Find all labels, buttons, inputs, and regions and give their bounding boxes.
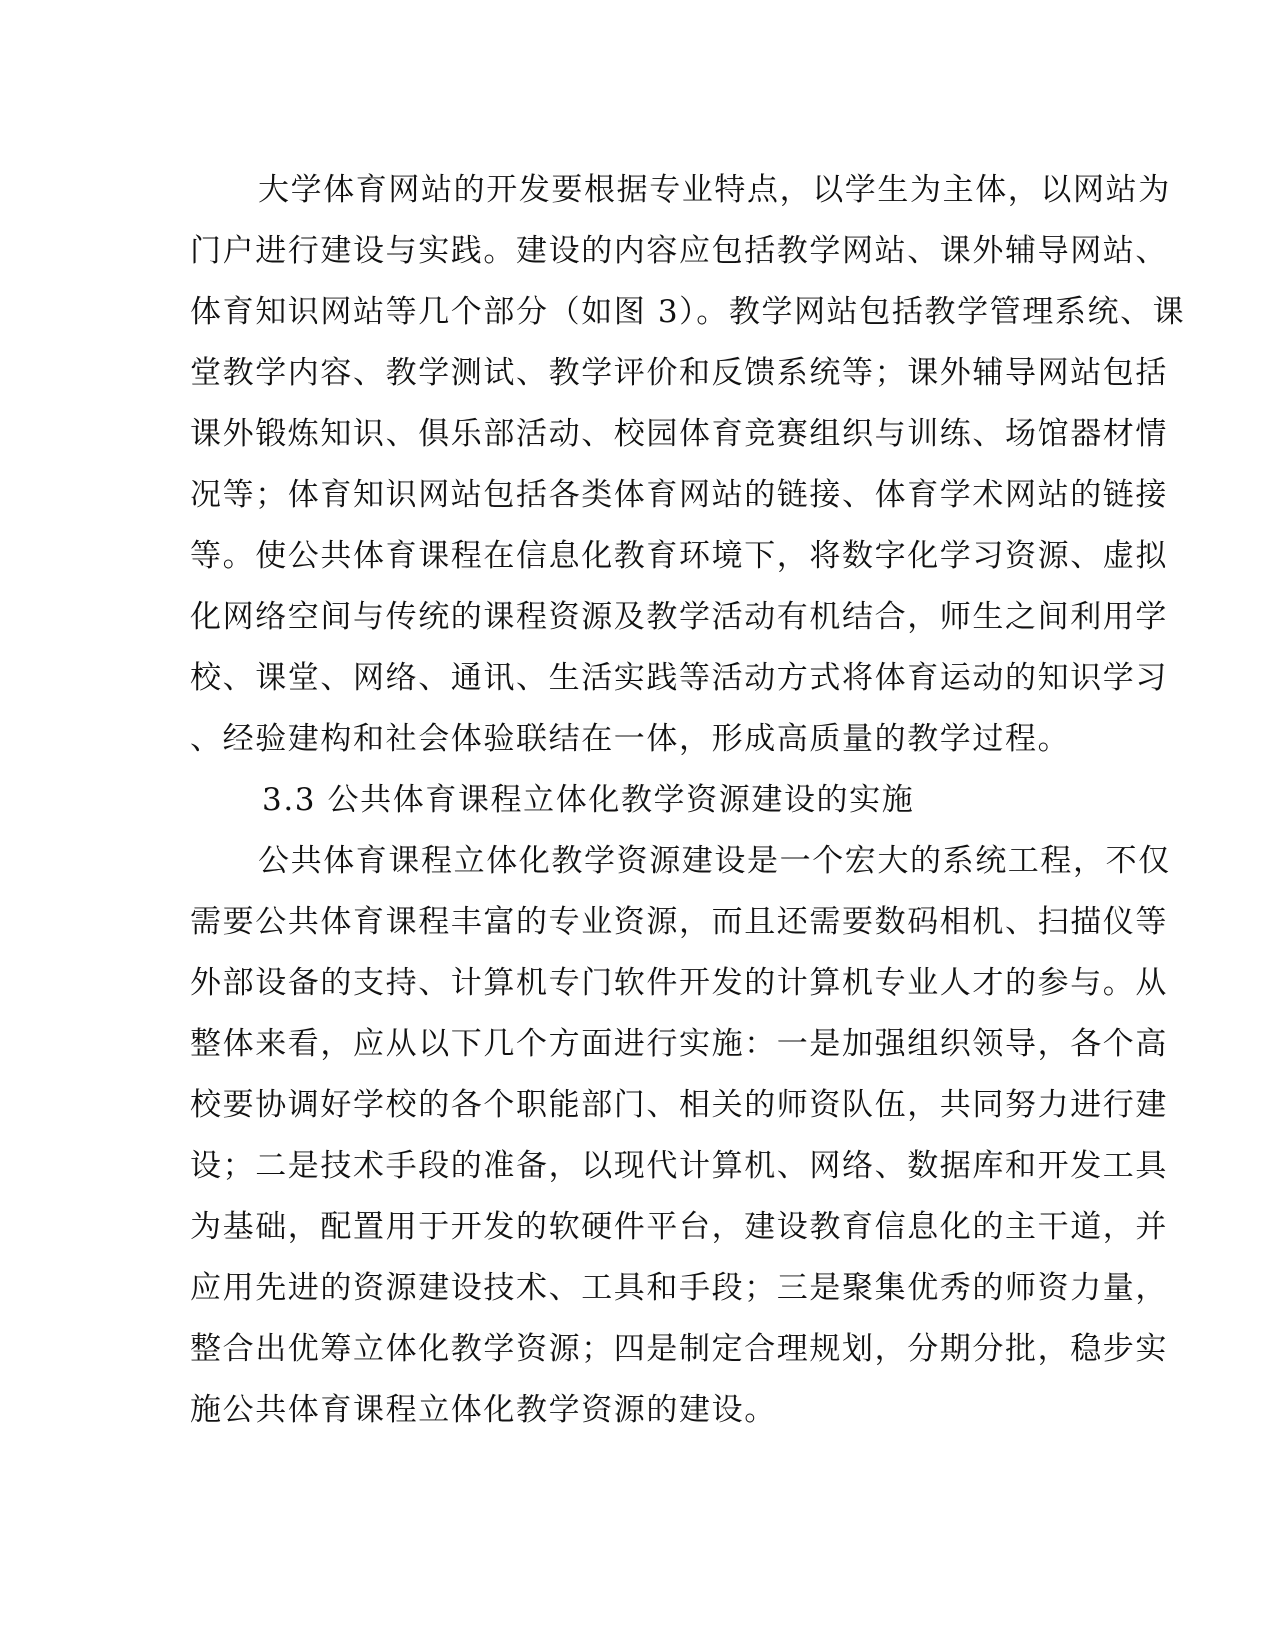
paragraph-2-line-7: 为基础，配置用于开发的软硬件平台，建设教育信息化的主干道，并	[190, 1209, 1168, 1245]
paragraph-1-line-8: 化网络空间与传统的课程资源及教学活动有机结合，师生之间利用学	[190, 599, 1168, 635]
paragraph-1-line-5: 课外锻炼知识、俱乐部活动、校园体育竞赛组织与训练、场馆器材情	[190, 416, 1168, 452]
paragraph-2-line-5: 校要协调好学校的各个职能部门、相关的师资队伍，共同努力进行建	[190, 1087, 1168, 1123]
paragraph-1-line-1: 大学体育网站的开发要根据专业特点，以学生为主体，以网站为	[258, 172, 1171, 208]
body-text	[190, 160, 1186, 1441]
paragraph-1-line-10: 、经验建构和社会体验联结在一体，形成高质量的教学过程。	[190, 721, 1071, 757]
paragraph-2-line-10: 施公共体育课程立体化教学资源的建设。	[190, 1392, 777, 1428]
paragraph-2-line-9: 整合出优筹立体化教学资源；四是制定合理规划，分期分批，稳步实	[190, 1331, 1168, 1367]
paragraph-2-line-6: 设；二是技术手段的准备，以现代计算机、网络、数据库和开发工具	[190, 1148, 1168, 1184]
paragraph-1-line-7: 等。使公共体育课程在信息化教育环境下，将数字化学习资源、虚拟	[190, 538, 1168, 574]
paragraph-2-line-8: 应用先进的资源建设技术、工具和手段；三是聚集优秀的师资力量，	[190, 1270, 1168, 1306]
paragraph-2-line-1: 公共体育课程立体化教学资源建设是一个宏大的系统工程，不仅	[258, 843, 1171, 879]
paragraph-1-line-6: 况等；体育知识网站包括各类体育网站的链接、体育学术网站的链接	[190, 477, 1168, 513]
section-heading: 3.3 公共体育课程立体化教学资源建设的实施	[262, 782, 915, 818]
paragraph-1-line-9: 校、课堂、网络、通讯、生活实践等活动方式将体育运动的知识学习	[190, 660, 1168, 696]
paragraph-2-line-3: 外部设备的支持、计算机专门软件开发的计算机专业人才的参与。从	[190, 965, 1168, 1001]
paragraph-1-line-2: 门户进行建设与实践。建设的内容应包括教学网站、课外辅导网站、	[190, 233, 1168, 269]
paragraph-1-line-4: 堂教学内容、教学测试、教学评价和反馈系统等；课外辅导网站包括	[190, 355, 1168, 391]
paragraph-2-line-2: 需要公共体育课程丰富的专业资源，而且还需要数码相机、扫描仪等	[190, 904, 1168, 940]
paragraph-1-line-3: 体育知识网站等几个部分（如图 3）。教学网站包括教学管理系统、课	[190, 294, 1186, 330]
paragraph-2-line-4: 整体来看，应从以下几个方面进行实施：一是加强组织领导，各个高	[190, 1026, 1168, 1062]
